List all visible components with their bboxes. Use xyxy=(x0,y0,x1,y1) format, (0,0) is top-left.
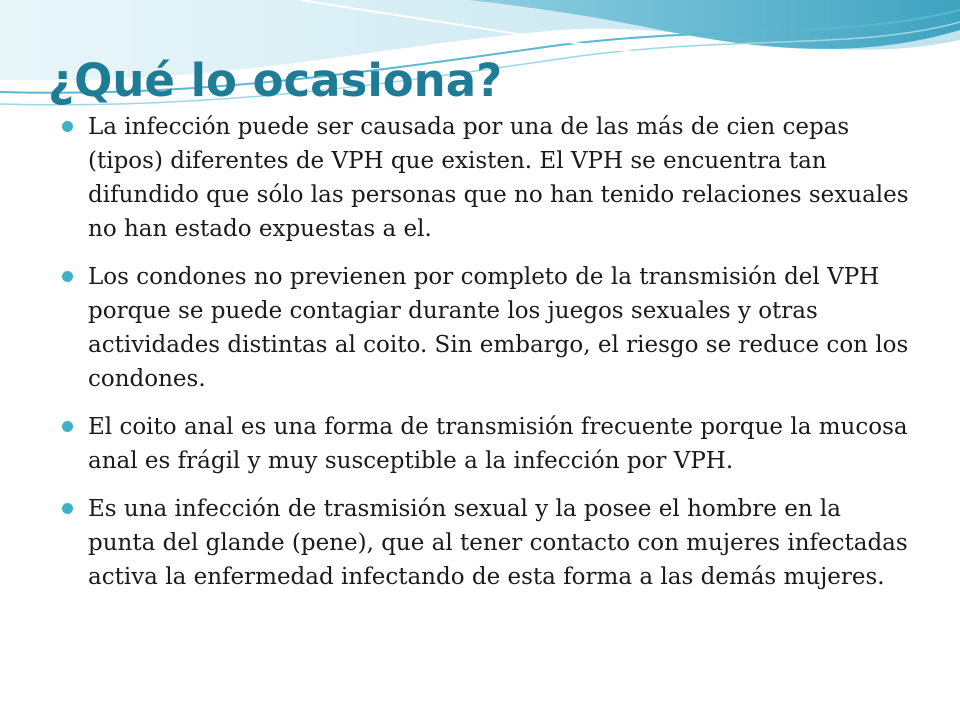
bullet-list xyxy=(56,110,912,608)
bullet-text: El coito anal es una forma de transmisión frecuente porque la mucosa anal es frágil y muy susceptible a la infección por VPH. xyxy=(88,414,908,474)
bullet-item xyxy=(56,110,912,246)
bullet-item xyxy=(56,492,912,594)
bullet-text: Los condones no previenen por completo de la transmisión del VPH porque se puede contagiar durante los juegos sexuales y otras actividades distintas al coito. Sin embargo, el riesgo se reduce con los condones. xyxy=(88,264,909,392)
bullet-text: La infección puede ser causada por una de las más de cien cepas (tipos) diferentes de VPH que existen. El VPH se encuentra tan difundido que sólo las personas que no han tenido relaciones sexuales no han estado expuestas a el. xyxy=(88,114,909,242)
bullet-item xyxy=(56,410,912,478)
slide-title: ¿Qué lo ocasiona? xyxy=(48,54,503,107)
bullet-dot-icon xyxy=(62,271,73,282)
bullet-dot-icon xyxy=(62,421,73,432)
bullet-item xyxy=(56,260,912,396)
bullet-dot-icon xyxy=(62,121,73,132)
bullet-dot-icon xyxy=(62,503,73,514)
bullet-text: Es una infección de trasmisión sexual y la posee el hombre en la punta del glande (pene), que al tener contacto con mujeres infectadas activa la enfermedad infectando de esta forma a las demás mujeres. xyxy=(88,496,908,590)
